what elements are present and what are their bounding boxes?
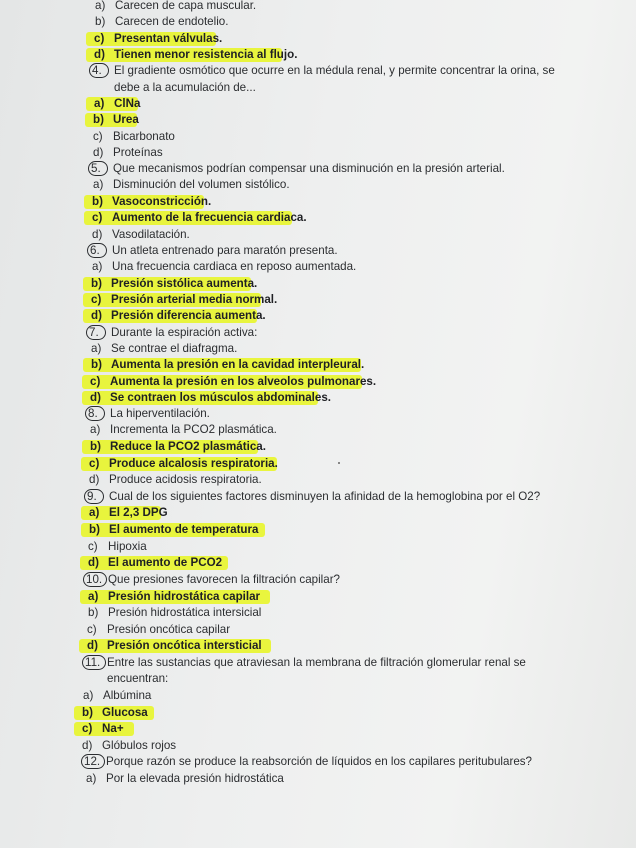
question-line bbox=[0, 753, 636, 770]
answer-option bbox=[0, 128, 636, 145]
answer-option bbox=[0, 291, 636, 308]
option-letter: c) bbox=[87, 623, 97, 636]
question-line bbox=[0, 405, 636, 422]
question-line bbox=[0, 654, 636, 671]
answer-option bbox=[0, 471, 636, 488]
option-text: Presentan válvulas. bbox=[114, 32, 223, 45]
option-text: Hipoxia bbox=[108, 540, 147, 553]
option-letter: b) bbox=[88, 606, 99, 619]
option-text: Presión hidrostática capilar bbox=[108, 590, 261, 603]
option-text: Se contraen los músculos abdominales. bbox=[110, 391, 331, 404]
answer-option bbox=[0, 258, 636, 275]
option-letter: c) bbox=[92, 211, 103, 224]
option-text: Presión diferencia aumenta. bbox=[111, 309, 266, 322]
option-text: El aumento de temperatura bbox=[109, 523, 259, 536]
option-text: Produce alcalosis respiratoria. bbox=[109, 457, 278, 470]
option-letter: d) bbox=[89, 473, 100, 486]
question-text: Cual de los siguientes factores disminuyen la afinidad de la hemoglobina por el O2? bbox=[109, 490, 541, 503]
option-text: Incrementa la PCO2 plasmática. bbox=[110, 423, 277, 436]
option-text: Aumenta la presión en la cavidad interpleural. bbox=[111, 358, 365, 371]
option-letter: d) bbox=[94, 48, 105, 61]
option-text: Glucosa bbox=[102, 706, 148, 719]
option-text: Presión oncótica capilar bbox=[107, 623, 231, 636]
answer-option bbox=[0, 356, 636, 373]
option-letter: d) bbox=[87, 639, 98, 652]
answer-option bbox=[0, 193, 636, 210]
option-text: Carecen de endotelio. bbox=[115, 15, 229, 28]
option-text: Na+ bbox=[102, 722, 124, 735]
option-letter: d) bbox=[93, 146, 104, 159]
option-text: Presión hidrostática intersicial bbox=[108, 606, 262, 619]
answer-option bbox=[0, 373, 636, 390]
option-letter: a) bbox=[86, 772, 97, 785]
option-letter: c) bbox=[90, 375, 101, 388]
answer-option bbox=[0, 176, 636, 193]
answer-option bbox=[0, 275, 636, 292]
answer-option bbox=[0, 0, 636, 14]
question-line bbox=[0, 488, 636, 505]
question-number: 10. bbox=[86, 573, 103, 586]
option-text: Una frecuencia cardiaca en reposo aumentada. bbox=[112, 260, 357, 273]
question-number: 4. bbox=[92, 64, 102, 77]
option-letter: b) bbox=[93, 113, 104, 126]
question-line bbox=[0, 571, 636, 588]
option-letter: b) bbox=[89, 523, 100, 536]
option-letter: a) bbox=[88, 590, 99, 603]
option-letter: c) bbox=[89, 457, 100, 470]
option-letter: b) bbox=[92, 195, 103, 208]
option-text: Vasoconstricción. bbox=[112, 195, 212, 208]
question-line bbox=[0, 160, 636, 177]
answer-option bbox=[0, 209, 636, 226]
question-continuation bbox=[0, 79, 636, 96]
option-letter: a) bbox=[89, 506, 100, 519]
answer-option bbox=[0, 770, 636, 787]
option-letter: b) bbox=[95, 15, 106, 28]
option-text: Presión arterial media normal. bbox=[111, 293, 278, 306]
question-line bbox=[0, 324, 636, 341]
answer-option bbox=[0, 504, 636, 521]
answer-option bbox=[0, 438, 636, 455]
option-letter: d) bbox=[90, 391, 101, 404]
question-number: 9. bbox=[87, 490, 97, 503]
question-text: Que mecanismos podrían compensar una disminución en la presión arterial. bbox=[113, 162, 505, 175]
question-text: Que presiones favorecen la filtración capilar? bbox=[108, 573, 340, 586]
option-letter: a) bbox=[93, 178, 104, 191]
option-letter: a) bbox=[90, 423, 101, 436]
option-letter: a) bbox=[92, 260, 103, 273]
option-text: Presión sistólica aumenta. bbox=[111, 277, 258, 290]
question-text: encuentran: bbox=[107, 672, 169, 685]
option-letter: a) bbox=[94, 97, 105, 110]
option-text: Por la elevada presión hidrostática bbox=[106, 772, 284, 785]
option-text: Bicarbonato bbox=[113, 130, 175, 143]
question-text: Entre las sustancias que atraviesan la membrana de filtración glomerular renal se bbox=[107, 656, 526, 669]
option-letter: b) bbox=[82, 706, 93, 719]
answer-option bbox=[0, 30, 636, 47]
option-letter: a) bbox=[91, 342, 102, 355]
option-letter: c) bbox=[94, 32, 105, 45]
option-letter: c) bbox=[91, 293, 102, 306]
option-text: Tienen menor resistencia al flujo. bbox=[114, 48, 298, 61]
question-text: debe a la acumulación de... bbox=[114, 81, 256, 94]
answer-option bbox=[0, 111, 636, 128]
option-letter: a) bbox=[83, 689, 94, 702]
answer-option bbox=[0, 13, 636, 30]
question-number: 7. bbox=[89, 326, 99, 339]
option-text: Carecen de capa muscular. bbox=[115, 0, 257, 12]
option-letter: a) bbox=[95, 0, 106, 12]
answer-option bbox=[0, 737, 636, 754]
option-letter: d) bbox=[92, 228, 103, 241]
question-text: Porque razón se produce la reabsorción de líquidos en los capilares peritubulares? bbox=[106, 755, 533, 768]
option-text: ClNa bbox=[114, 97, 141, 110]
answer-option bbox=[0, 421, 636, 438]
answer-option bbox=[0, 604, 636, 621]
question-number: 5. bbox=[91, 162, 101, 175]
option-letter: c) bbox=[93, 130, 103, 143]
option-letter: c) bbox=[82, 722, 93, 735]
option-text: Vasodilatación. bbox=[112, 228, 190, 241]
question-continuation bbox=[0, 670, 636, 687]
option-text: Proteínas bbox=[113, 146, 163, 159]
option-text: Presión oncótica intersticial bbox=[107, 639, 262, 652]
answer-option bbox=[0, 144, 636, 161]
answer-option bbox=[0, 521, 636, 538]
question-line bbox=[0, 62, 636, 79]
question-number: 8. bbox=[88, 407, 98, 420]
option-letter: d) bbox=[82, 739, 93, 752]
answer-option bbox=[0, 621, 636, 638]
answer-option bbox=[0, 307, 636, 324]
answer-option bbox=[0, 538, 636, 555]
option-letter: d) bbox=[91, 309, 102, 322]
answer-option bbox=[0, 389, 636, 406]
option-text: Aumento de la frecuencia cardiaca. bbox=[112, 211, 307, 224]
option-letter: d) bbox=[88, 556, 99, 569]
option-text: El aumento de PCO2 bbox=[108, 556, 223, 569]
option-letter: b) bbox=[91, 358, 102, 371]
answer-option bbox=[0, 226, 636, 243]
answer-option bbox=[0, 687, 636, 704]
question-number: 12. bbox=[84, 755, 101, 768]
option-letter: b) bbox=[90, 440, 101, 453]
question-text: El gradiente osmótico que ocurre en la médula renal, y permite concentrar la orina, se bbox=[114, 64, 555, 77]
option-text: El 2,3 DPG bbox=[109, 506, 168, 519]
option-text: Se contrae el diafragma. bbox=[111, 342, 238, 355]
question-text: La hiperventilación. bbox=[110, 407, 210, 420]
question-line bbox=[0, 242, 636, 259]
answer-option bbox=[0, 637, 636, 654]
answer-option bbox=[0, 455, 636, 472]
question-number: 6. bbox=[90, 244, 100, 257]
option-letter: c) bbox=[88, 540, 98, 553]
option-text: Disminución del volumen sistólico. bbox=[113, 178, 290, 191]
option-text: Urea bbox=[113, 113, 139, 126]
answer-option bbox=[0, 704, 636, 721]
option-text: Aumenta la presión en los alveolos pulmonares. bbox=[110, 375, 377, 388]
answer-option bbox=[0, 46, 636, 63]
question-text: Durante la espiración activa: bbox=[111, 326, 258, 339]
option-letter: b) bbox=[91, 277, 102, 290]
answer-option bbox=[0, 588, 636, 605]
option-text: Produce acidosis respiratoria. bbox=[109, 473, 262, 486]
answer-option bbox=[0, 95, 636, 112]
answer-option bbox=[0, 340, 636, 357]
question-text: Un atleta entrenado para maratón presenta. bbox=[112, 244, 338, 257]
question-number: 11. bbox=[85, 656, 101, 669]
option-text: Glóbulos rojos bbox=[102, 739, 177, 752]
answer-option bbox=[0, 720, 636, 737]
option-text: Reduce la PCO2 plasmática. bbox=[110, 440, 266, 453]
answer-option bbox=[0, 554, 636, 571]
option-text: Albúmina bbox=[103, 689, 152, 702]
